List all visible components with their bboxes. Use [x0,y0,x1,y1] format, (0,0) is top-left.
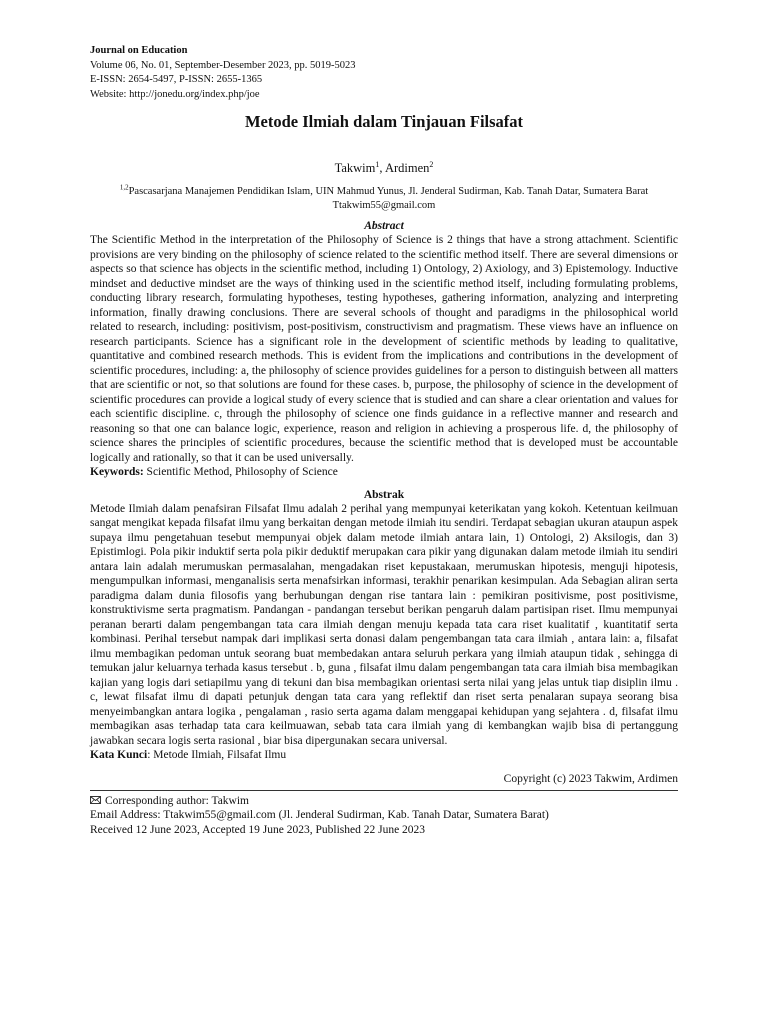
author-affiliation-marker: 1 [375,159,380,169]
abstract-keywords [90,465,678,480]
journal-volume: Volume 06, No. 01, September-Desember 2023, pp. 5019-5023 [90,59,356,71]
mail-icon [90,796,101,804]
email-address-line: Email Address: Ttakwim55@gmail.com (Jl. Jenderal Sudirman, Kab. Tanah Datar, Sumatera Barat) [90,809,549,821]
abstract-heading: Abstract [364,220,404,232]
copyright-notice: Copyright (c) 2023 Takwim, Ardimen [503,772,678,785]
author-separator: , [379,161,385,175]
author-name: Ardimen [384,161,430,175]
affiliation-block [90,185,678,213]
abstrak-keywords [90,748,678,763]
abstrak-text: Metode Ilmiah dalam penafsiran Filsafat Ilmu adalah 2 perihal yang mempunyai keterikatan yang kokoh. Ketentuan keilmuan sangat mengikat kepada filsafat ilmu yang berkaitan dengan metode ilmiah itu sendiri. Terdapat sebagian ukuran ataupun aspek supaya ilmu pengetahuan tesebut mempunyai objek dalam metode ilmiah antara lain, 1) Ontologi, 2) Aksilogis, dan 3) Epistimlogi. Pola pikir induktif serta pola pikir deduktif merupakan cara pikir yang digunakan dalam metode ilmiah itu sendiri antara lain adalah merumuskan permasalahan, mengadakan riset kepustakaan, merumuskan hipotesis, menguji hipotesis, mengumpulkan informasi, menganalisis serta menafsirkan informasi, terakhir penarikan kesimpulan. Ada Sebagian aliran serta paradigma dalam dunia filosofis yang berhubungan dengan rise tantara lain : pemikiran positivisme, post positivisme, konstruktivisme serta pragmatism. Pandangan - pandangan tersebut berikan pengaruh dalam partisipan riset. Ilmu mempunyai peranan berarti dalam pengembangan tata cara ilmiah dengan menuju kepada tata cara riset kualitatif , kuantitatif serta kombinasi. Perihal tersebut nampak dari implikasi serta donasi dalam pengembangan tata cara ilmiah , antara lain: a, filsafat ilmu membagikan pedoman untuk seorang buat membedakan antara seluruh perkara yang ilmiah ataupun tidak , sehingga di temukan jalur keluarnya terhada kasus tersebut . b, guna , filsafat ilmu dalam pengembangan tata cara ilmiah bisa membagikan kajian yang logis dari setiapilmu yang di tekuni dan bisa membagikan orientasi serta nilai yang jelas untuk tiap disiplin ilmu . c, lewat filsafat ilmu di dapati petunjuk dengan tata cara yang reflektif dan riset serta penalaran supaya seorang bisa menyeimbangkan antara logika , pengalaman , rasio serta agama dalam menggapai kehidupan yang sejahtera . d, filsafat ilmu membagikan asas terhadap tata cara keilmuawan, sebab tata cara ilmiah yang di kembangkan wajib bisa di pertanggung jawabkan secara logis serta rasional , biar bisa dipergunakan secara universal. [90,502,678,747]
author-email: Ttakwim55@gmail.com [332,200,436,211]
author-list [90,160,678,176]
author-name: Takwim [334,161,376,175]
kata-kunci-label: Kata Kunci [90,749,148,761]
affiliation-text: Pascasarjana Manajemen Pendidikan Islam, UIN Mahmud Yunus, Jl. Jenderal Sudirman, Kab. Tanah Datar, Sumatera Barat [128,186,649,197]
kata-kunci-value: : Metode Ilmiah, Filsafat Ilmu [147,749,287,761]
affiliation-marker: 1,2 [119,183,129,192]
paper-title: Metode Ilmiah dalam Tinjauan Filsafat [244,112,524,131]
journal-issn: E-ISSN: 2654-5497, P-ISSN: 2655-1365 [90,74,263,85]
journal-header [90,44,678,102]
keywords-value: Scientific Method, Philosophy of Science [143,466,338,478]
journal-name: Journal on Education [90,45,188,56]
affiliation-line [90,185,678,199]
publication-dates: Received 12 June 2023, Accepted 19 June 2023, Published 22 June 2023 [90,823,426,836]
abstrak-heading: Abstrak [363,488,405,501]
author-affiliation-marker: 2 [429,159,434,169]
keywords-label: Keywords: [90,466,144,478]
abstract-text: The Scientific Method in the interpretation of the Philosophy of Science is 2 things that have a strong attachment. Scientific provisions are very binding on the philosophy of science related to the scientific method itself. There are several dimensions or aspects so that science has objects in the scientific method, including 1) Ontology, 2) Axiology, and 3) Epistemology. Inductive mindset and deductive mindset are the ways of thinking used in the scientific method itself, including formulating problems, conducting library research, formulating hypotheses, testing hypotheses, gathering information, analyzing and interpreting information, finally drawing conclusions. There are several schools of thought and paradigms in the philosophical world related to research, including: positivism, post-positivism, constructivism and pragmatism. These views have an influence on research participants. Science has a significant role in the development of scientific methods by leading to qualitative, quantitative and combined research methods. This is evident from the implications and contributions in the development of scientific procedures, including: a, the philosophy of science provides guidelines for a person to distinguish between all matters that are scientific or not, so that solutions are found for these cases. b, purpose, the philosophy of science in the development of scientific procedures can provide a logical study of every science that is studied and can share a clear orientation and values for each scientific discipline. c, through the philosophy of science one finds guidance in a reflective manner and research and reasoning so that one can balance logic, experience, reason and religion in achieving a prosperous life. d, the philosophy of science shares the principles of scientific procedures, because the scientific method that is developed must be accountable logically and rationally, so that it can be used universally. [90,234,678,464]
corresponding-author: Corresponding author: Takwim [105,794,249,807]
correspondence-footer [90,790,678,838]
corresponding-author-line [90,794,678,809]
journal-website: Website: http://jonedu.org/index.php/joe [90,88,260,100]
